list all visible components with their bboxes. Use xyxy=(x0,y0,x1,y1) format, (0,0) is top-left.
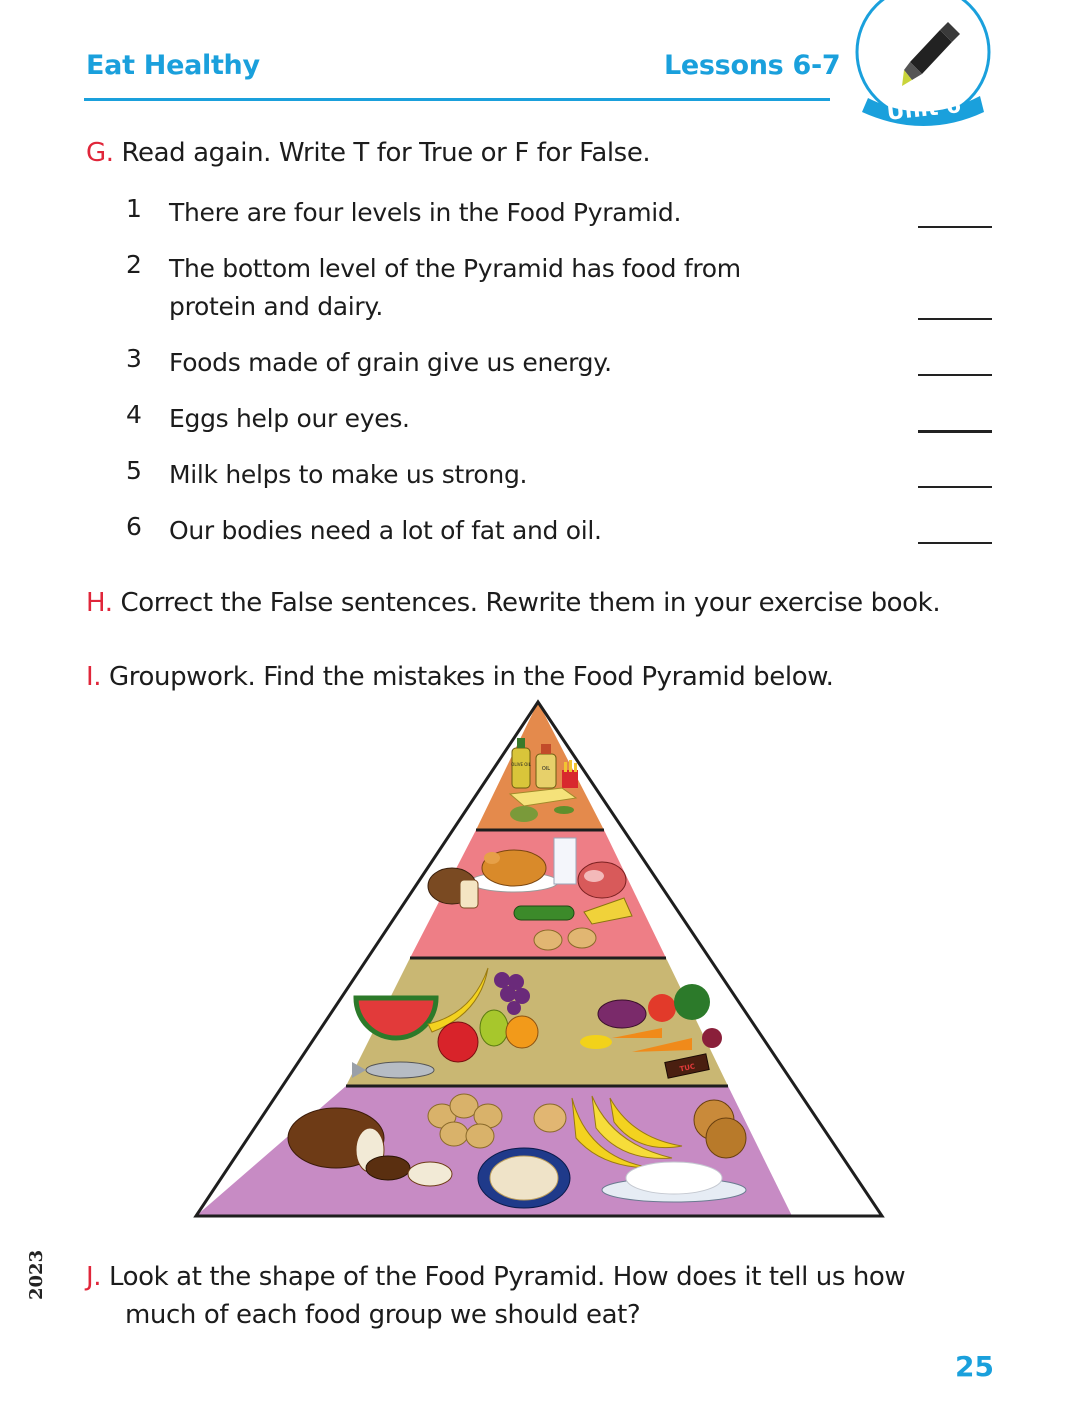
section-j-text-line-2: much of each food group we should eat? xyxy=(125,1300,641,1330)
unit-badge xyxy=(852,0,994,132)
bottle-label-oil: OIL xyxy=(541,766,551,772)
french-fries-icon xyxy=(562,760,578,788)
item-text: Our bodies need a lot of fat and oil. xyxy=(169,516,602,545)
lessons-range: Lessons 6-7 xyxy=(664,50,841,81)
answer-blank[interactable] xyxy=(918,226,992,228)
item-text: Foods made of grain give us energy. xyxy=(169,348,612,377)
bread-icon xyxy=(428,868,478,908)
item-text: The bottom level of the Pyramid has food from xyxy=(169,254,741,283)
section-g-instruction xyxy=(86,138,650,168)
cucumber-icon xyxy=(514,906,574,920)
section-j-letter: J. xyxy=(86,1262,102,1292)
section-h-instruction xyxy=(86,588,940,618)
milk-glass-icon xyxy=(554,838,576,884)
section-h-letter: H. xyxy=(86,588,113,618)
item-text: Eggs help our eyes. xyxy=(169,404,410,433)
item-number: 4 xyxy=(126,400,142,429)
item-number: 1 xyxy=(126,194,142,223)
chapati-plate-icon xyxy=(478,1148,570,1208)
food-pyramid xyxy=(192,698,886,1220)
pear-icon xyxy=(480,1010,508,1046)
section-i-letter: I. xyxy=(86,662,102,692)
answer-blank[interactable] xyxy=(918,374,992,376)
section-j-instruction xyxy=(86,1262,905,1292)
item-text: Milk helps to make us strong. xyxy=(169,460,528,489)
item-number: 6 xyxy=(126,512,142,541)
orange-icon xyxy=(506,1016,538,1048)
meat-icon xyxy=(578,862,626,898)
item-number: 5 xyxy=(126,456,142,485)
section-g-text: Read again. Write T for True or F for False. xyxy=(121,138,651,168)
page-number: 25 xyxy=(955,1350,994,1383)
section-h-text: Correct the False sentences. Rewrite them in your exercise book. xyxy=(120,588,941,618)
bottle-label-olive: OLIVE OIL xyxy=(511,762,531,767)
section-i-instruction xyxy=(86,662,834,692)
header-divider xyxy=(84,98,830,101)
snack-label: TUC xyxy=(678,1062,696,1074)
item-text: There are four levels in the Food Pyramid. xyxy=(169,198,682,227)
apple-icon xyxy=(438,1022,478,1062)
answer-blank[interactable] xyxy=(918,542,992,544)
item-number: 2 xyxy=(126,250,142,279)
section-i-text: Groupwork. Find the mistakes in the Food Pyramid below. xyxy=(109,662,834,692)
year-label: 2023 xyxy=(26,1249,47,1300)
section-j-text-line-1: Look at the shape of the Food Pyramid. How does it tell us how xyxy=(109,1262,906,1292)
answer-blank[interactable] xyxy=(918,486,992,488)
section-g-letter: G. xyxy=(86,138,114,168)
unit-label: Unit 6 xyxy=(885,93,963,126)
item-text-line-2: protein and dairy. xyxy=(169,292,383,321)
answer-blank[interactable] xyxy=(918,318,992,320)
lesson-title: Eat Healthy xyxy=(86,50,260,81)
item-number: 3 xyxy=(126,344,142,373)
answer-blank[interactable] xyxy=(918,430,992,433)
